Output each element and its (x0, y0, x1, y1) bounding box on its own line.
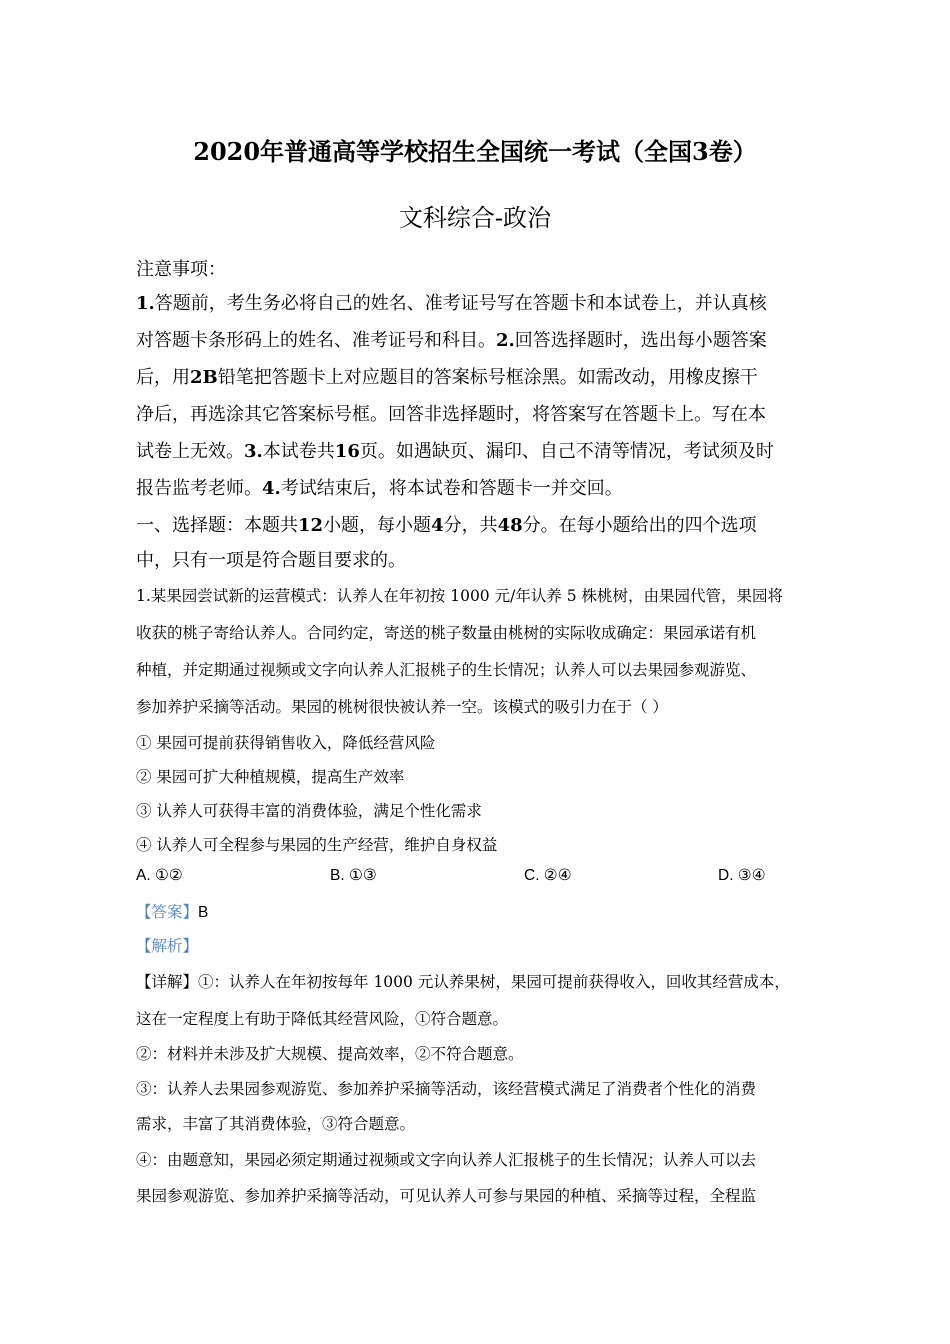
page-title: 2020年普通高等学校招生全国统一考试（全国3卷） (193, 137, 757, 166)
page-subtitle: 文科综合-政治 (398, 204, 552, 232)
notice-line-1: 1.答题前，考生务必将自己的姓名、准考证号写在答题卡和本试卷上，并认真核 (136, 293, 767, 314)
detail-line-7: 果园参观游览、参加养护采摘等活动，可见认养人可参与果园的种植、采摘等过程，全程监 (136, 1187, 757, 1205)
analysis-label: 【解析】 (136, 937, 199, 955)
question-stem-line-2: 收获的桃子寄给认养人。合同约定，寄送的桃子数量由桃树的实际收成确定：果园承诺有机 (136, 624, 757, 642)
answer-label: 【答案】 (136, 903, 199, 921)
notice-line-5: 试卷上无效。3.本试卷共16页。如遇缺页、漏印、自己不清等情况，考试须及时 (136, 441, 774, 462)
detail-line-1: 【详解】①：认养人在年初按每年 1000 元认养果树，果园可提前获得收入，回收其经营成本， (136, 973, 790, 991)
section-heading-line-2: 中，只有一项是符合题目要求的。 (136, 550, 406, 571)
statement-2: ② 果园可扩大种植规模，提高生产效率 (136, 768, 405, 786)
detail-line-2: 这在一定程度上有助于降低其经营风险，①符合题意。 (136, 1010, 509, 1028)
notice-line-3: 后，用2B铅笔把答题卡上对应题目的答案标号框涂黑。如需改动，用橡皮擦干 (136, 367, 758, 388)
answer-line (136, 900, 208, 922)
answer-value: B (198, 904, 209, 921)
option-c: C. ②④ (524, 867, 572, 884)
option-b: B. ①③ (330, 867, 377, 884)
statement-1: ① 果园可提前获得销售收入，降低经营风险 (136, 734, 436, 752)
notice-line-6: 报告监考老师。4.考试结束后，将本试卷和答题卡一并交回。 (136, 478, 623, 499)
question-stem-line-1: 1.某果园尝试新的运营模式：认养人在年初按 1000 元/年认养 5 株桃树，由果园代管，果园将 (136, 587, 784, 605)
detail-line-3: ②：材料并未涉及扩大规模、提高效率，②不符合题意。 (136, 1045, 524, 1063)
option-d: D. ③④ (718, 867, 766, 884)
detail-label: 【详解】 (136, 973, 199, 991)
detail-line-5: 需求，丰富了其消费体验，③符合题意。 (136, 1115, 416, 1133)
statement-3: ③ 认养人可获得丰富的消费体验，满足个性化需求 (136, 802, 482, 820)
detail-line-4: ③：认养人去果园参观游览、参加养护采摘等活动，该经营模式满足了消费者个性化的消费 (136, 1080, 757, 1098)
detail-line-6: ④：由题意知，果园必须定期通过视频或文字向认养人汇报桃子的生长情况；认养人可以去 (136, 1151, 757, 1169)
notice-heading: 注意事项： (136, 259, 226, 280)
notice-line-2: 对答题卡条形码上的姓名、准考证号和科目。2.回答选择题时，选出每小题答案 (136, 330, 767, 351)
question-stem-line-3: 种植，并定期通过视频或文字向认养人汇报桃子的生长情况；认养人可以去果园参观游览、 (136, 661, 757, 679)
notice-line-4: 净后，再选涂其它答案标号框。回答非选择题时，将答案写在答题卡上。写在本 (136, 404, 766, 425)
question-stem-line-4: 参加养护采摘等活动。果园的桃树很快被认养一空。该模式的吸引力在于（ ） (136, 698, 668, 716)
section-heading-line-1: 一、选择题：本题共12小题，每小题4分，共48分。在每小题给出的四个选项 (136, 515, 757, 536)
statement-4: ④ 认养人可全程参与果园的生产经营，维护自身权益 (136, 836, 498, 854)
option-a: A. ①② (136, 867, 183, 884)
